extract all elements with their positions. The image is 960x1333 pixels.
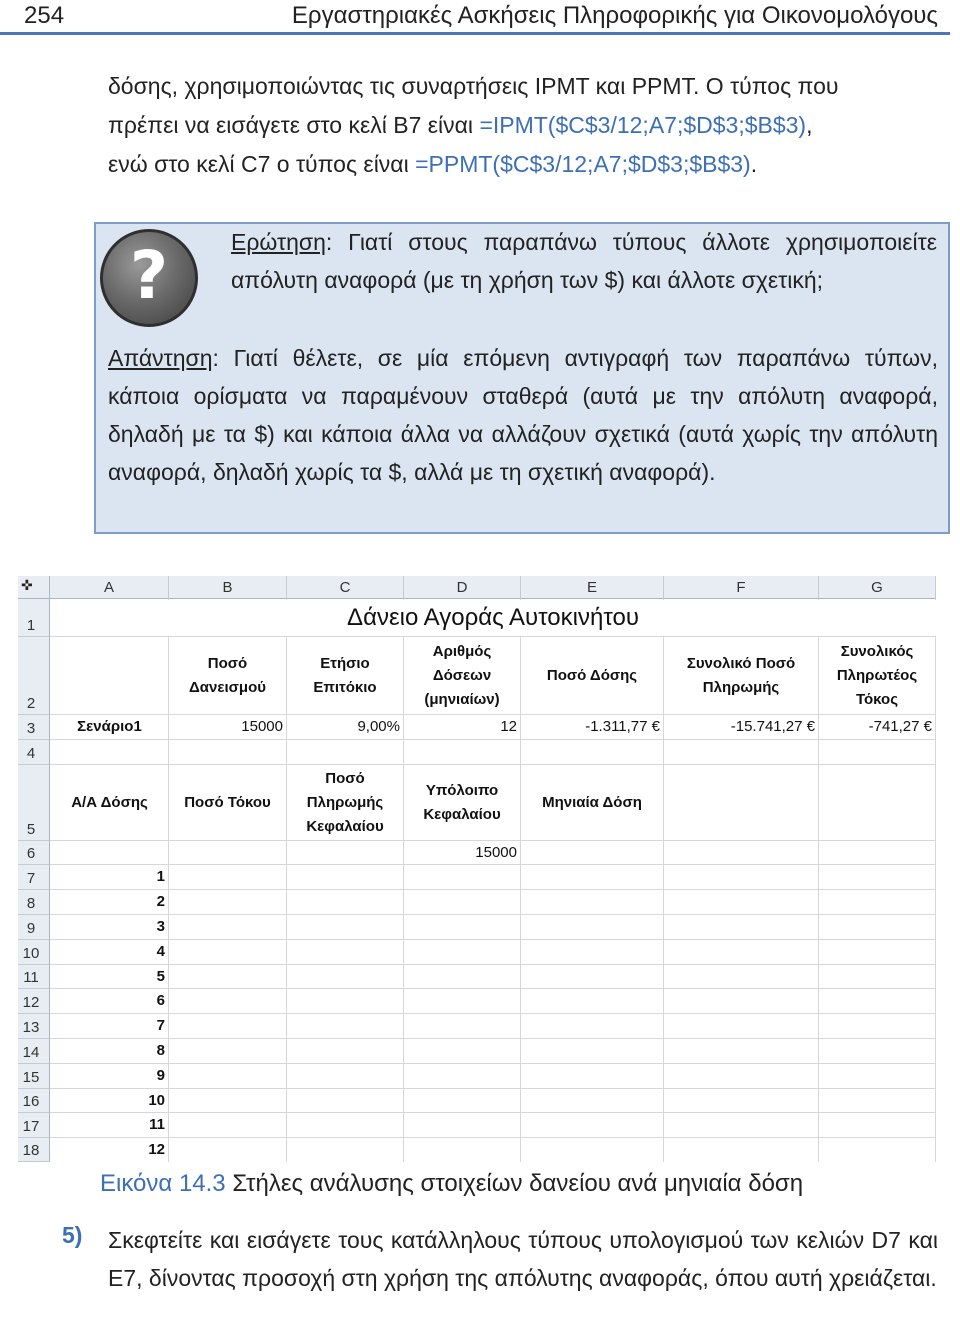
- cell-a14[interactable]: 8: [156, 1042, 165, 1059]
- intro-line-2-end: ,: [806, 112, 813, 138]
- figure-caption-text: Στήλες ανάλυσης στοιχείων δανείου ανά μηνιαία δόση: [225, 1170, 804, 1197]
- gridline: [50, 988, 936, 989]
- row-header-2[interactable]: 2: [18, 637, 50, 715]
- cell-a7[interactable]: 1: [156, 868, 165, 885]
- cell-a9[interactable]: 3: [156, 918, 165, 935]
- cell-d5[interactable]: Υπόλοιπο Κεφαλαίου: [423, 781, 501, 823]
- gridline: [50, 1013, 936, 1014]
- cell-a11[interactable]: 5: [156, 967, 165, 985]
- page-number: 254: [24, 2, 65, 29]
- intro-line-3: [108, 145, 938, 184]
- answer-text: : Γιατί θέλετε, σε μία επόμενη αντιγραφή των παραπάνω τύπων, κάποια ορίσματα να παραμένουν σταθερά (αυτά με την απόλυτη αναφορά, δηλαδή με τα $) και κάποια άλλα να αλλάζουν σχετικά (αυτά χωρίς την απόλυτη αναφορά, δηλαδή χωρίς τα $, αλλά με τη σχετική αναφορά).: [108, 345, 938, 485]
- row-header-15[interactable]: 15: [18, 1064, 50, 1089]
- gridline: [50, 914, 936, 915]
- sheet-title-cell[interactable]: Δάνειο Αγοράς Αυτοκινήτου: [50, 600, 936, 636]
- cell-a16[interactable]: 10: [148, 1091, 165, 1109]
- gridline: [50, 1137, 936, 1138]
- question-mark-icon: ?: [100, 229, 198, 327]
- figure-caption: [100, 1170, 803, 1198]
- column-header-b[interactable]: B: [169, 576, 287, 599]
- cell-b5[interactable]: Ποσό Τόκου: [184, 793, 271, 811]
- list-item-number: 5): [62, 1222, 83, 1248]
- select-all-icon[interactable]: ✜: [18, 576, 50, 599]
- gridline: [50, 1088, 936, 1089]
- column-header-a[interactable]: A: [50, 576, 169, 599]
- row-header-9[interactable]: 9: [18, 915, 50, 940]
- row-header-4[interactable]: 4: [18, 740, 50, 765]
- cell-a15[interactable]: 9: [156, 1067, 165, 1084]
- intro-line-2: [108, 106, 938, 145]
- cell-a5[interactable]: Α/Α Δόσης: [71, 793, 148, 811]
- column-header-f[interactable]: F: [664, 576, 819, 599]
- column-header-e[interactable]: E: [521, 576, 664, 599]
- cell-c2[interactable]: Ετήσιο Επιτόκιο: [313, 654, 377, 696]
- column-header-d[interactable]: D: [404, 576, 521, 599]
- row-header-10[interactable]: 10: [18, 940, 50, 965]
- row-header-17[interactable]: 17: [18, 1113, 50, 1138]
- gridline: [50, 1063, 936, 1064]
- cell-g2[interactable]: Συνολικός Πληρωτέος Τόκος: [836, 642, 918, 708]
- row-header-7[interactable]: 7: [18, 865, 50, 890]
- cell-c5[interactable]: Ποσό Πληρωμής Κεφαλαίου: [306, 769, 384, 835]
- cell-a10[interactable]: 4: [156, 943, 165, 960]
- cell-b3[interactable]: 15000: [241, 718, 283, 735]
- cell-f2[interactable]: Συνολικό Ποσό Πληρωμής: [686, 654, 796, 696]
- intro-line-3-end: .: [750, 151, 758, 177]
- row-header-16[interactable]: 16: [18, 1089, 50, 1113]
- cell-a17[interactable]: 11: [149, 1116, 165, 1133]
- row-header-6[interactable]: 6: [18, 841, 50, 865]
- cell-e5[interactable]: Μηνιαία Δόση: [542, 793, 642, 811]
- row-header-13[interactable]: 13: [18, 1014, 50, 1039]
- cell-a13[interactable]: 7: [156, 1017, 165, 1034]
- cell-e3[interactable]: -1.311,77 €: [585, 718, 660, 735]
- ppmt-formula: =PPMT($C$3/12;A7;$D$3;$B$3): [415, 151, 751, 177]
- running-title: Εργαστηριακές Ασκήσεις Πληροφορικής για Οικονομολόγους: [291, 2, 938, 29]
- gridline: [50, 1038, 936, 1039]
- cell-d6[interactable]: 15000: [475, 843, 517, 861]
- row-header-8[interactable]: 8: [18, 890, 50, 915]
- gridline: [50, 739, 936, 740]
- cell-a18[interactable]: 12: [148, 1141, 165, 1158]
- column-header-g[interactable]: G: [819, 576, 936, 599]
- cell-a12[interactable]: 6: [156, 992, 165, 1009]
- row-header-14[interactable]: 14: [18, 1039, 50, 1064]
- cell-e2[interactable]: Ποσό Δόσης: [546, 666, 638, 684]
- question-label: Ερώτηση: [231, 229, 326, 255]
- cell-c3[interactable]: 9,00%: [357, 718, 400, 735]
- intro-line-3-text: ενώ στο κελί C7 ο τύπος είναι: [108, 151, 416, 177]
- row-header-11[interactable]: 11: [18, 965, 50, 989]
- gridline: [50, 939, 936, 940]
- intro-line-2-text: πρέπει να εισάγετε στο κελί B7 είναι: [108, 112, 480, 138]
- question-paragraph: [231, 223, 937, 299]
- gridline: [935, 599, 936, 1162]
- intro-paragraph: [108, 67, 938, 184]
- cell-a8[interactable]: 2: [156, 893, 165, 910]
- cell-d3[interactable]: 12: [500, 718, 517, 735]
- gridline: [50, 889, 936, 890]
- row-header-3[interactable]: 3: [18, 715, 50, 740]
- row-header-12[interactable]: 12: [18, 989, 50, 1014]
- cell-a3[interactable]: Σενάριο1: [77, 718, 142, 735]
- spreadsheet: [18, 576, 936, 1162]
- figure-label: Εικόνα 14.3: [100, 1170, 226, 1197]
- ipmt-formula: =IPMT($C$3/12;A7;$D$3;$B$3): [479, 112, 807, 138]
- row-header-18[interactable]: 18: [18, 1138, 50, 1162]
- cell-f3[interactable]: -15.741,27 €: [730, 718, 815, 735]
- cell-b2[interactable]: Ποσό Δανεισμού: [189, 654, 266, 696]
- list-item-text: Σκεφτείτε και εισάγετε τους κατάλληλους τύπους υπολογισμού των κελιών D7 και E7, δίνοντας προσοχή στη χρήση της απόλυτης αναφοράς, όπου αυτή χρειάζεται.: [108, 1227, 938, 1291]
- column-header-c[interactable]: C: [287, 576, 404, 599]
- row-header-5[interactable]: 5: [18, 765, 50, 841]
- gridline: [50, 964, 936, 965]
- question-text: : Γιατί στους παραπάνω τύπους άλλοτε χρησιμοποιείτε απόλυτη αναφορά (με τη χρήση των $) και άλλοτε σχετική;: [231, 229, 937, 293]
- intro-line-1: δόσης, χρησιμοποιώντας τις συναρτήσεις IPMT και PPMT. Ο τύπος που: [108, 73, 839, 99]
- cell-d2[interactable]: Αριθμός Δόσεων (μηνιαίων): [424, 642, 500, 708]
- answer-paragraph: [108, 339, 938, 491]
- answer-label: Απάντηση: [108, 345, 213, 371]
- gridline: [50, 1112, 936, 1113]
- cell-g3[interactable]: -741,27 €: [868, 718, 932, 735]
- row-header-1[interactable]: 1: [18, 599, 50, 637]
- header-rule: [0, 32, 950, 35]
